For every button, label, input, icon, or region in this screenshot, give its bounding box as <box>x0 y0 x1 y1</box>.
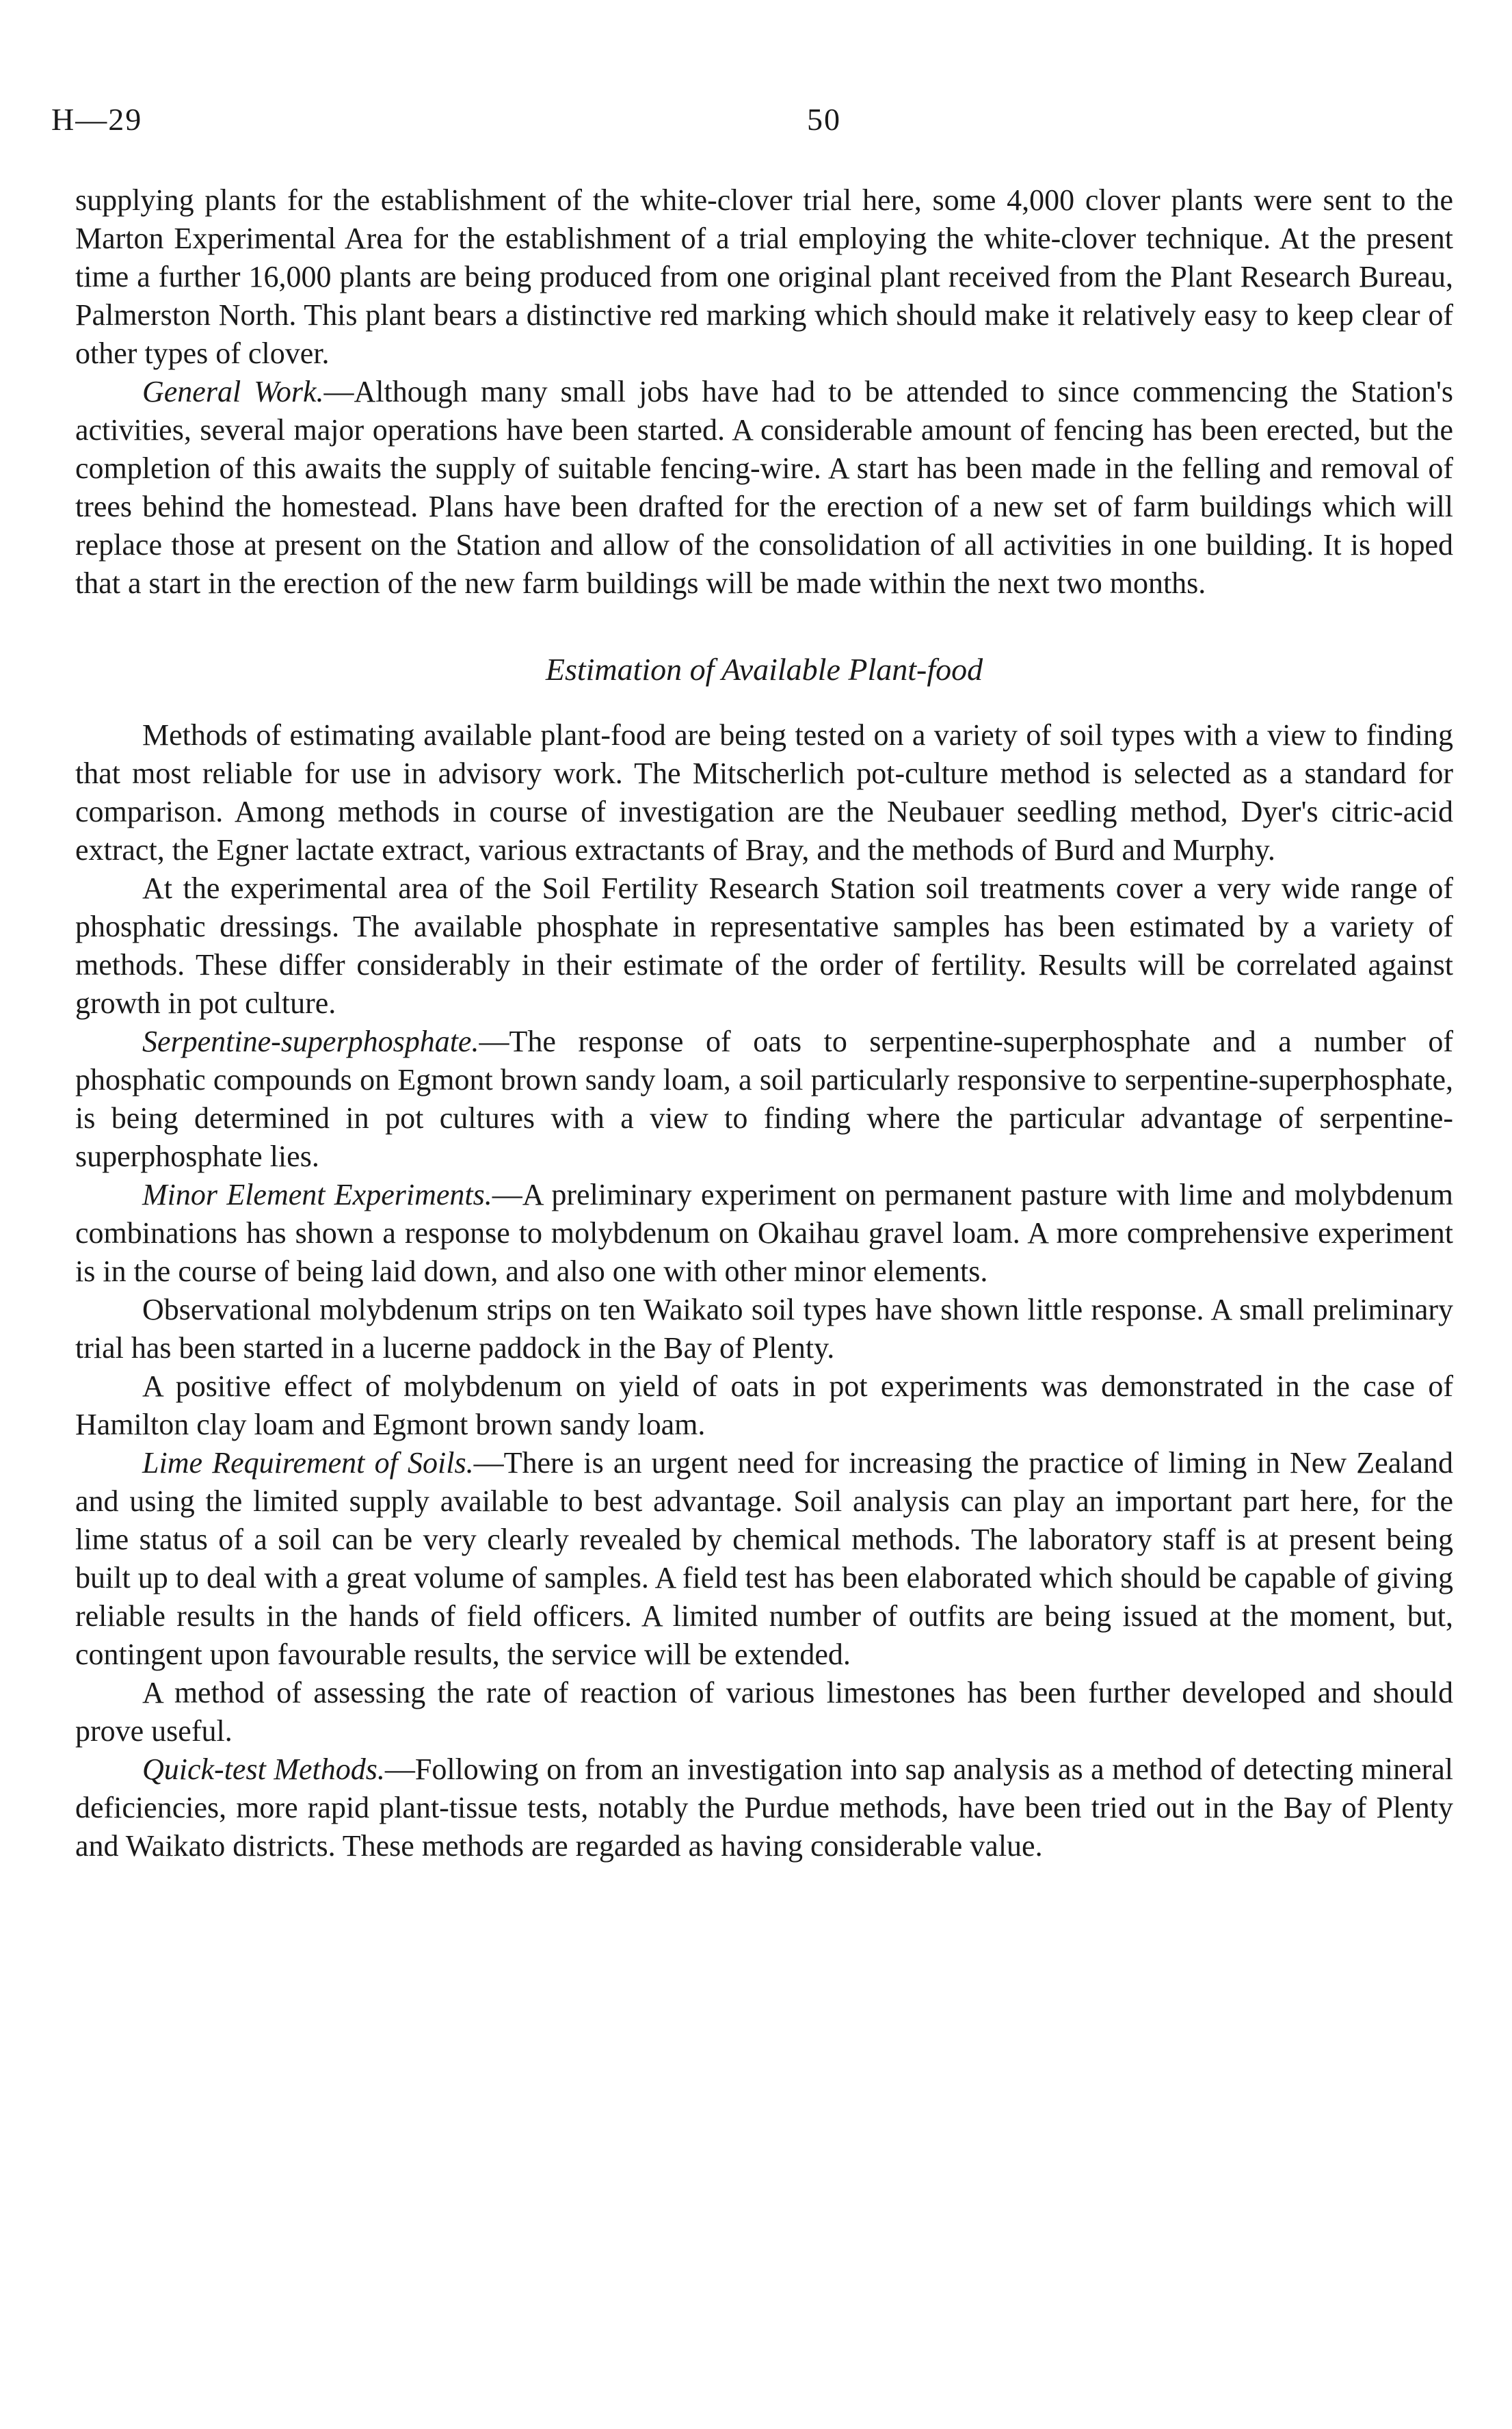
paragraph-quick-test <box>75 1750 1453 1865</box>
paragraph-lead: Minor Element Experiments. <box>142 1178 492 1211</box>
paragraph-molybdenum-oats <box>75 1367 1453 1444</box>
paragraph-lead: Quick-test Methods. <box>142 1752 385 1786</box>
paragraph-general-work <box>75 373 1453 603</box>
page-number: 50 <box>807 102 841 137</box>
paragraph-text: supplying plants for the establishment of the white-clover trial here, some 4,000 clover plants were sent to the Marton Experimental Area for the establishment of a trial employing the white-clover technique. At the present time a further 16,000 plants are being produced from one original plant received from the Plant Research Bureau, Palmerston North. This plant bears a distinctive red marking which should make it relatively easy to keep clear of other types of clover. <box>75 183 1453 370</box>
page-header <box>51 101 1460 142</box>
page-body <box>75 181 1453 1865</box>
paragraph-text: —The response of oats to serpentine-superphosphate and a number of phosphatic compounds on Egmont brown sandy loam, a soil particularly responsive to serpentine-superphosphate, is being determined in pot cultures with a view to finding where the particular advantage of serpentine-superphosphate lies. <box>75 1025 1453 1173</box>
paragraph-minor-element <box>75 1176 1453 1291</box>
paragraph-lead: Lime Requirement of Soils. <box>142 1446 474 1480</box>
paragraph-text: Observational molybdenum strips on ten Waikato soil types have shown little response. A small preliminary trial has been started in a lucerne paddock in the Bay of Plenty. <box>75 1293 1453 1365</box>
paragraph-text: —Following on from an investigation into sap analysis as a method of detecting mineral deficiencies, more rapid plant-tissue tests, notably the Purdue methods, have been tried out in the Bay of Plenty and Waikato districts. These methods are regarded as having considerable value. <box>75 1752 1454 1863</box>
paragraph-lead: Serpentine-superphosphate. <box>142 1025 479 1058</box>
paragraph-limestones <box>75 1674 1453 1750</box>
paragraph-serpentine <box>75 1023 1453 1176</box>
paragraph-experimental-area <box>75 869 1453 1023</box>
paragraph-methods <box>75 716 1453 869</box>
paragraph-continued <box>75 181 1453 373</box>
paragraph-text: —Although many small jobs have had to be attended to since commencing the Station's activities, several major operations have been started. A considerable amount of fencing has been erected, but the completion of this awaits the supply of suitable fencing-wire. A start has been made in the felling and removal of trees behind the homestead. Plans have been drafted for the erection of a new set of farm buildings which will replace those at present on the Station and allow of the consolidation of all activities in one building. It is hoped that a start in the erection of the new farm buildings will be made within the next two months. <box>75 375 1453 600</box>
paragraph-text: A method of assessing the rate of reaction of various limestones has been further developed and should prove useful. <box>75 1676 1453 1748</box>
paragraph-lime-requirement <box>75 1444 1453 1674</box>
paragraph-text: A positive effect of molybdenum on yield of oats in pot experiments was demonstrated in the case of Hamilton clay loam and Egmont brown sandy loam. <box>75 1369 1453 1441</box>
paragraph-text: At the experimental area of the Soil Fertility Research Station soil treatments cover a very wide range of phosphatic dressings. The available phosphate in representative samples has been estimated by a variety of methods. These differ considerably in their estimate of the order of fertility. Results will be correlated against growth in pot culture. <box>75 871 1453 1020</box>
paragraph-text: Methods of estimating available plant-food are being tested on a variety of soil types with a view to finding that most reliable for use in advisory work. The Mitscherlich pot-culture method is selected as a standard for comparison. Among methods in course of investigation are the Neubauer seedling method, Dyer's citric-acid extract, the Egner lactate extract, various extractants of Bray, and the methods of Burd and Murphy. <box>75 718 1453 867</box>
document-reference: H—29 <box>51 102 143 137</box>
paragraph-text: —There is an urgent need for increasing the practice of liming in New Zealand and using the limited supply available to best advantage. Soil analysis can play an important part here, for the lime status of a soil can be very clearly revealed by chemical methods. The laboratory staff is at present being built up to deal with a great volume of samples. A field test has been elaborated which should be capable of giving reliable results in the hands of field officers. A limited number of outfits are being issued at the moment, but, contingent upon favourable results, the service will be extended. <box>75 1446 1453 1671</box>
paragraph-lead: General Work. <box>142 375 324 408</box>
section-heading: Estimation of Available Plant-food <box>545 652 983 687</box>
paragraph-molybdenum-strips <box>75 1291 1453 1367</box>
paragraph-text: —A preliminary experiment on permanent pasture with lime and molybdenum combinations has shown a response to molybdenum on Okaihau gravel loam. A more comprehensive experiment is in the course of being laid down, and also one with other minor elements. <box>75 1178 1453 1288</box>
